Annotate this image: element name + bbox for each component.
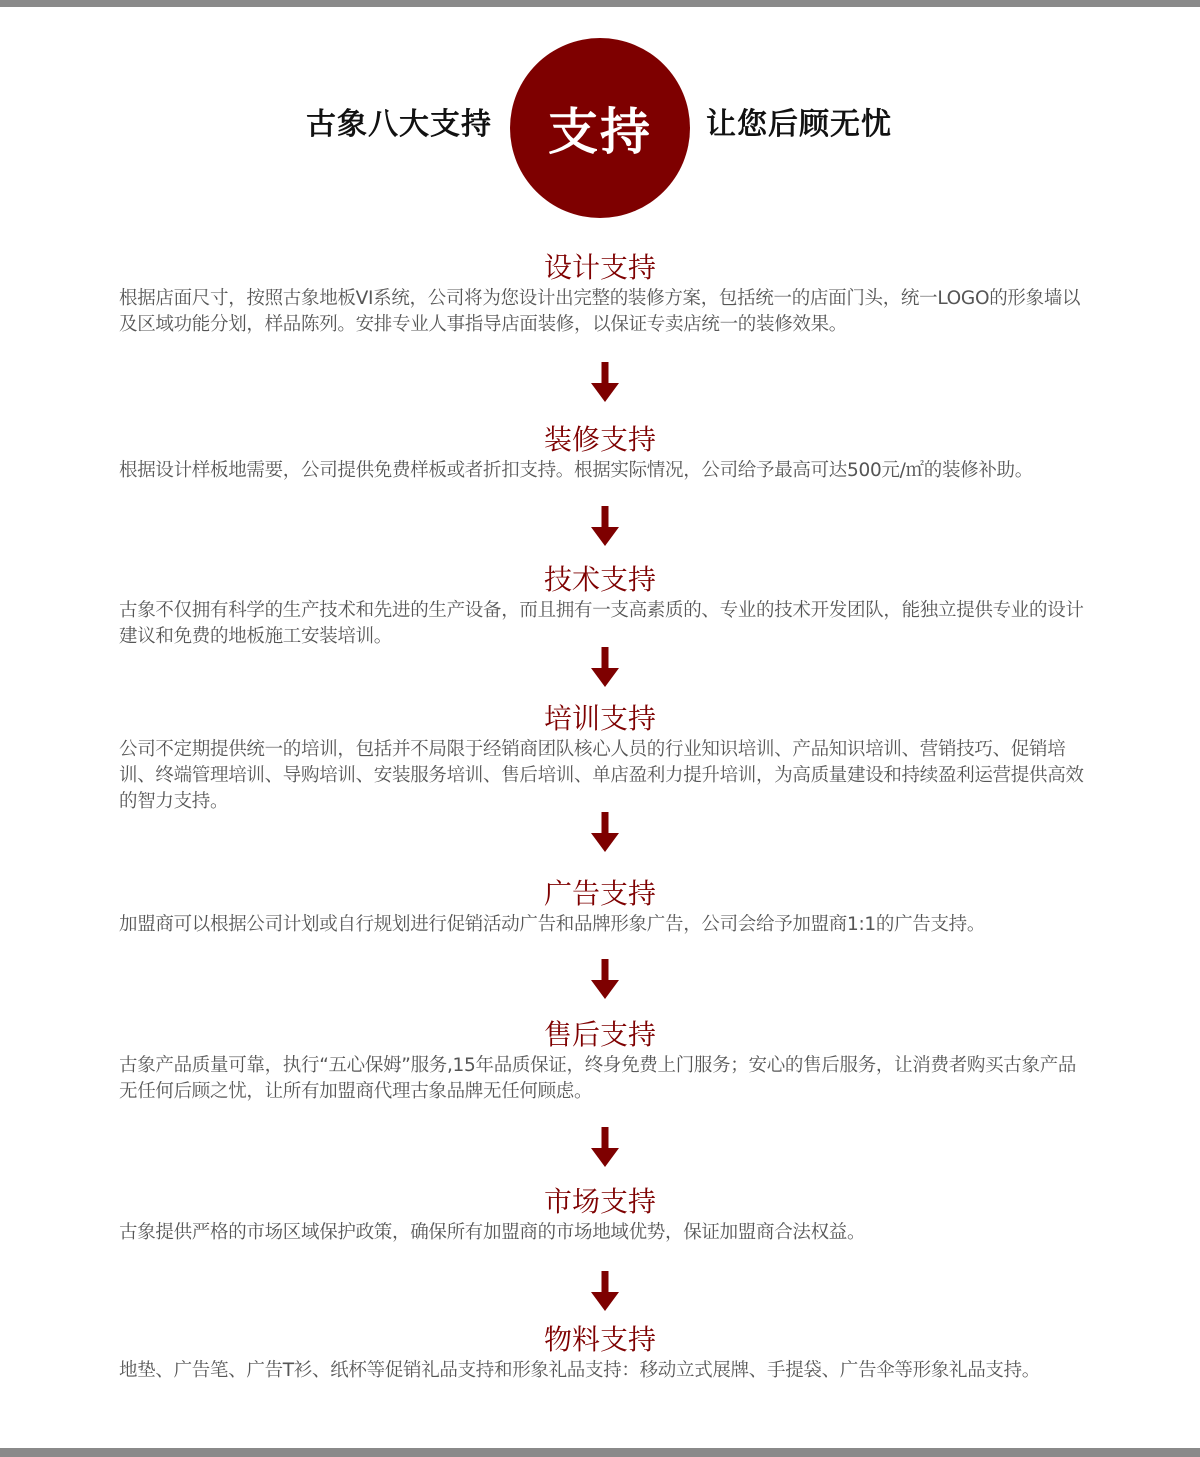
- header-circle-text: 支持: [548, 103, 652, 161]
- section-text: 古象产品质量可靠，执行“五心保姆”服务,15年品质保证，终身免费上门服务；安心的售后服务，让消费者购买古象产品无任何后顾之忧，让所有加盟商代理古象品牌无任何顾虑。: [119, 1055, 1077, 1102]
- section-text: 根据店面尺寸，按照古象地板VI系统，公司将为您设计出完整的装修方案，包括统一的店面门头，统一LOGO的形象墙以及区域功能分划，样品陈列。安排专业人事指导店面装修，以保证专卖店统一的装修效果。: [119, 288, 1081, 335]
- section-title: 市场支持: [543, 1185, 656, 1218]
- arrow-down-icon: [591, 362, 619, 402]
- section-title: 售后支持: [543, 1018, 656, 1051]
- section-text: 根据设计样板地需要，公司提供免费样板或者折扣支持。根据实际情况，公司给予最高可达500元/㎡的装修补助。: [119, 460, 1033, 481]
- section-market: [0, 1184, 1200, 1246]
- section-design: [0, 250, 1200, 338]
- section-title: 培训支持: [543, 702, 656, 735]
- section-training: [0, 701, 1200, 815]
- arrow-down-icon: [591, 647, 619, 687]
- section-text: 古象不仅拥有科学的生产技术和先进的生产设备，而且拥有一支高素质的、专业的技术开发团队，能独立提供专业的设计建议和免费的地板施工安装培训。: [119, 600, 1084, 647]
- arrow-down-icon: [591, 959, 619, 999]
- section-after-sales: [0, 1017, 1200, 1105]
- top-border-bar: [0, 0, 1200, 7]
- section-text: 加盟商可以根据公司计划或自行规划进行促销活动广告和品牌形象广告，公司会给予加盟商1:1的广告支持。: [119, 914, 986, 935]
- section-technology: [0, 562, 1200, 650]
- section-advertising: [0, 876, 1200, 938]
- section-renovation: [0, 422, 1200, 484]
- arrow-down-icon: [591, 1271, 619, 1311]
- section-title: 设计支持: [543, 251, 656, 284]
- arrow-down-icon: [591, 506, 619, 546]
- section-text: 古象提供严格的市场区域保护政策，确保所有加盟商的市场地域优势，保证加盟商合法权益。: [119, 1222, 866, 1243]
- section-title: 广告支持: [543, 877, 656, 910]
- header-right-text: 让您后顾无忧: [706, 107, 892, 142]
- arrow-down-icon: [591, 1127, 619, 1167]
- section-materials: [0, 1322, 1200, 1384]
- arrow-down-icon: [591, 812, 619, 852]
- page-header: [0, 38, 1200, 218]
- section-title: 技术支持: [543, 563, 656, 596]
- header-left-text: 古象八大支持: [306, 107, 492, 142]
- section-title: 装修支持: [543, 423, 656, 456]
- section-text: 公司不定期提供统一的培训，包括并不局限于经销商团队核心人员的行业知识培训、产品知识培训、营销技巧、促销培训、终端管理培训、导购培训、安装服务培训、售后培训、单店盈利力提升培训，为高质量建设和持续盈利运营提供高效的智力支持。: [119, 739, 1084, 812]
- section-text: 地垫、广告笔、广告T衫、纸杯等促销礼品支持和形象礼品支持：移动立式展牌、手提袋、广告伞等形象礼品支持。: [119, 1360, 1041, 1381]
- bottom-border-bar: [0, 1448, 1200, 1457]
- section-title: 物料支持: [543, 1323, 656, 1356]
- header-circle-badge: [510, 38, 690, 218]
